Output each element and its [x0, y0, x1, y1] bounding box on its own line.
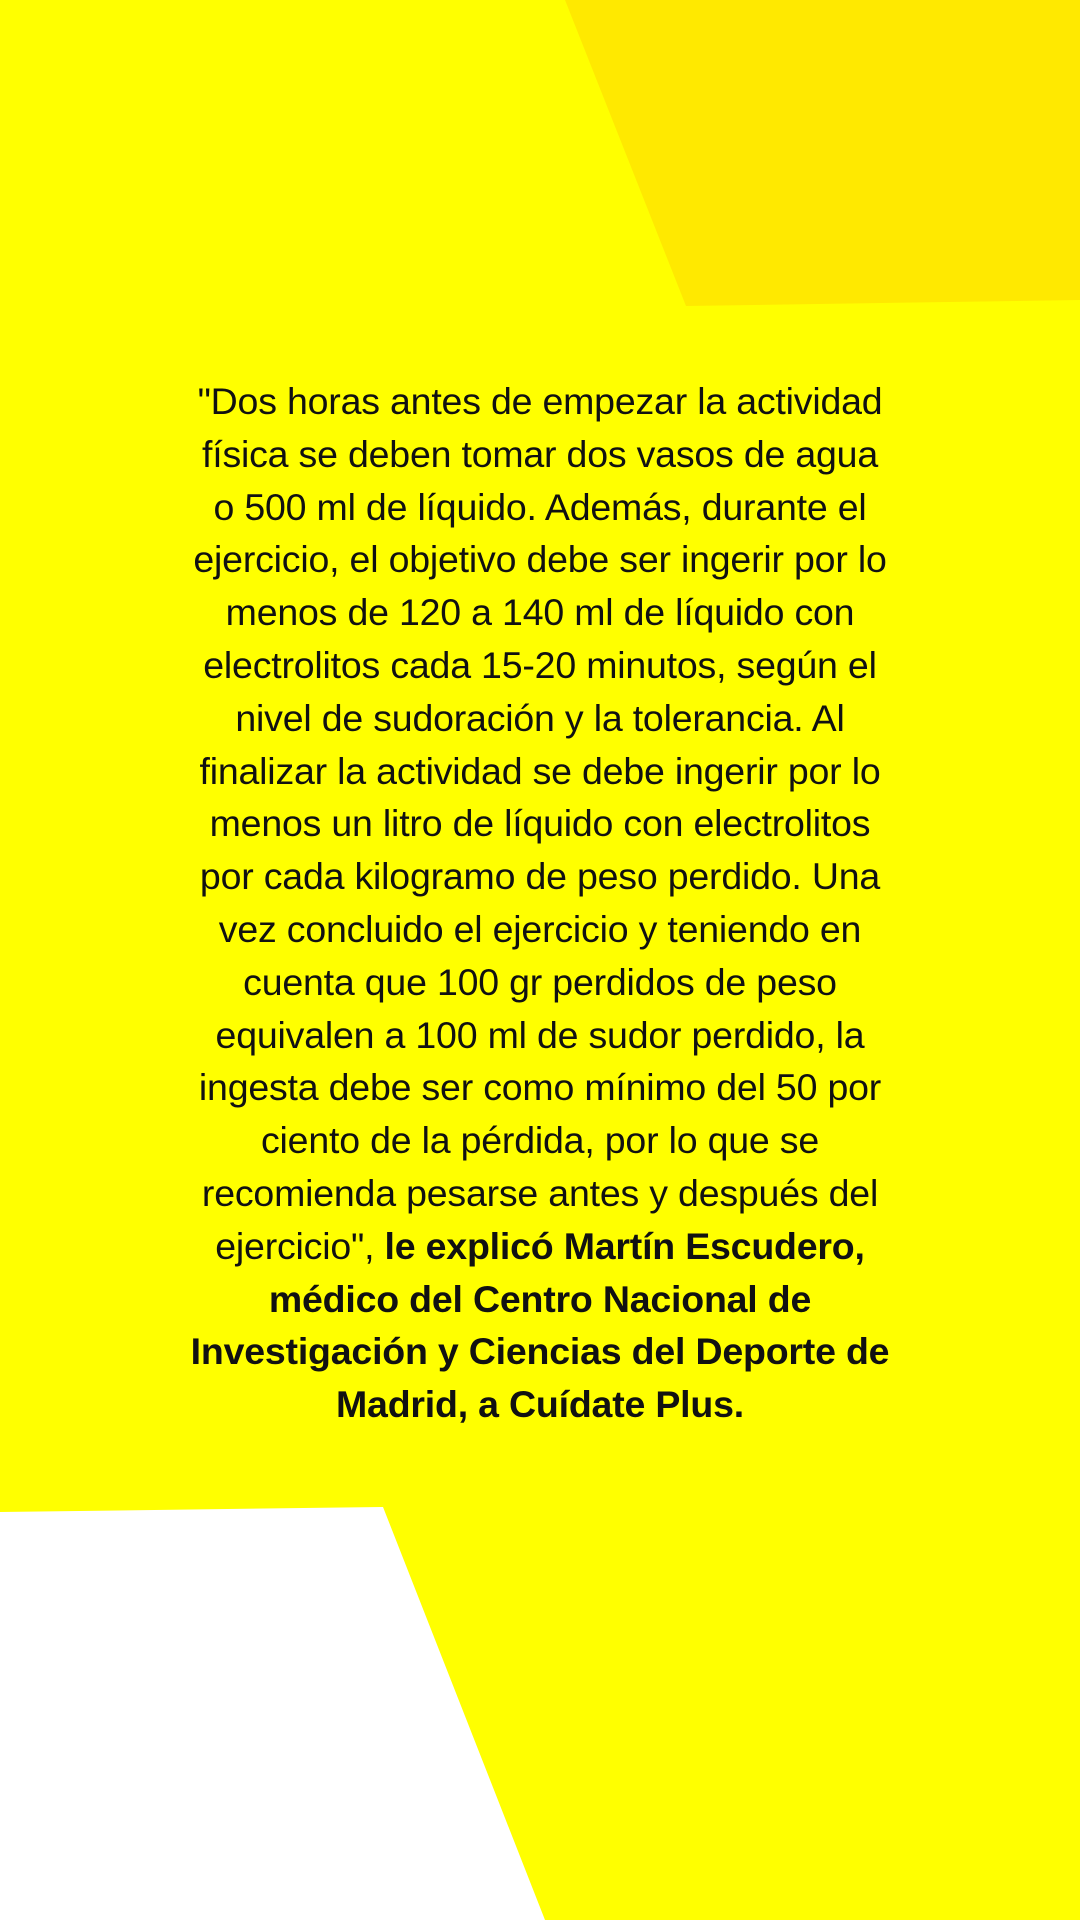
quote-attribution: le explicó Martín Escudero, médico del Centro Nacional de Investigación y Ciencias del Deporte de Madrid, a Cuídate Plus. — [190, 1224, 890, 1426]
quote-text: "Dos horas antes de empezar la actividad física se deben tomar dos vasos de agua o 500 ml de líquido. Además, durante el ejercicio, el objetivo debe ser ingerir por lo menos de 120 a 140 ml de líquido con electrolitos cada 15-20 minutos, según el nivel de sudoración y la tolerancia. Al finalizar la actividad se debe ingerir por lo menos un litro de líquido con electrolitos por cada kilogramo de peso perdido. Una vez concluido el ejercicio y teniendo en cuenta que 100 gr perdidos de peso equivalen a 100 ml de sudor perdido, la ingesta debe ser como mínimo del 50 por ciento de la pérdida, por lo que se recomienda pesarse antes y después del ejercicio", — [193, 380, 887, 1267]
quote-block — [190, 375, 890, 1431]
